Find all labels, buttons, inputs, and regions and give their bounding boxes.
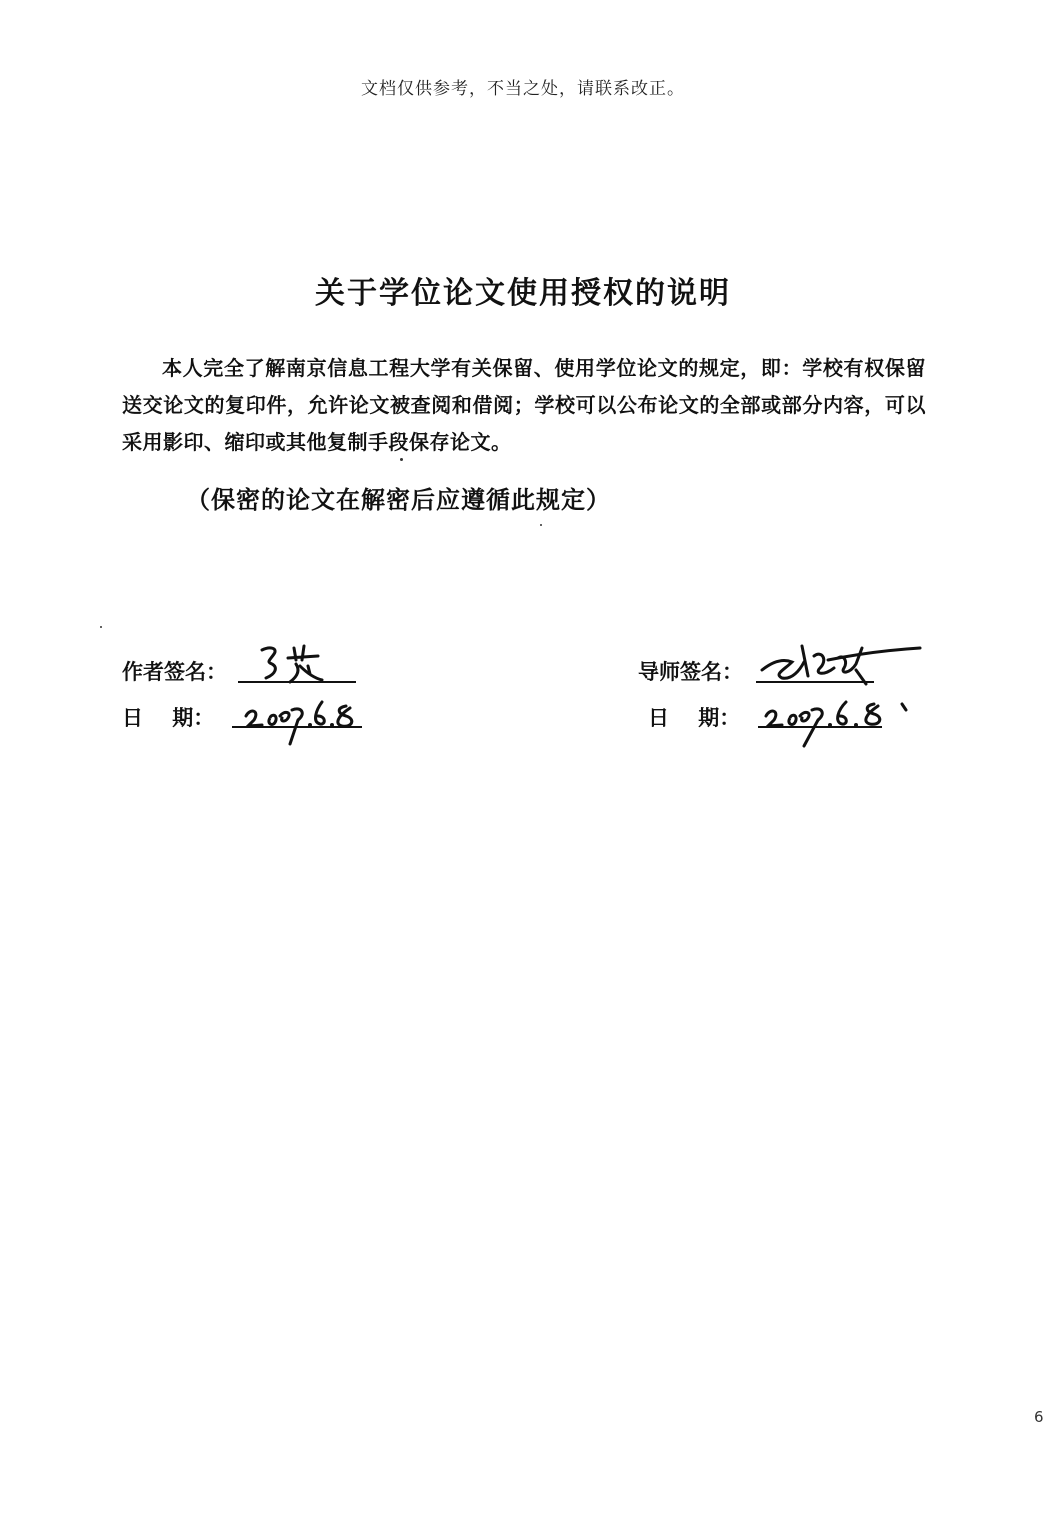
author-handwritten-signature [256,640,340,688]
author-handwritten-date [240,692,370,750]
authorization-paragraph: 本人完全了解南京信息工程大学有关保留、使用学位论文的规定，即：学校有权保留送交论文的复印件，允许论文被查阅和借阅；学校可以公布论文的全部或部分内容，可以采用影印、缩印或其他复制手段保存论文。 [122,356,926,454]
author-date-label: 日 期： [122,706,215,730]
scan-speck [400,458,403,461]
document-title: 关于学位论文使用授权的说明 [315,276,731,311]
secrecy-note: （保密的论文在解密后应遵循此规定） [186,486,611,514]
page-number: 6 [1034,1408,1044,1426]
advisor-handwritten-signature [758,640,928,688]
scan-speck [540,524,542,526]
scan-speck [100,626,102,628]
header-note: 文档仅供参考，不当之处，请联系改正。 [361,79,685,99]
advisor-signature-label: 导师签名： [638,660,743,684]
author-signature-label: 作者签名： [122,660,227,684]
advisor-date-label: 日 期： [648,706,741,730]
advisor-handwritten-date [762,692,922,752]
